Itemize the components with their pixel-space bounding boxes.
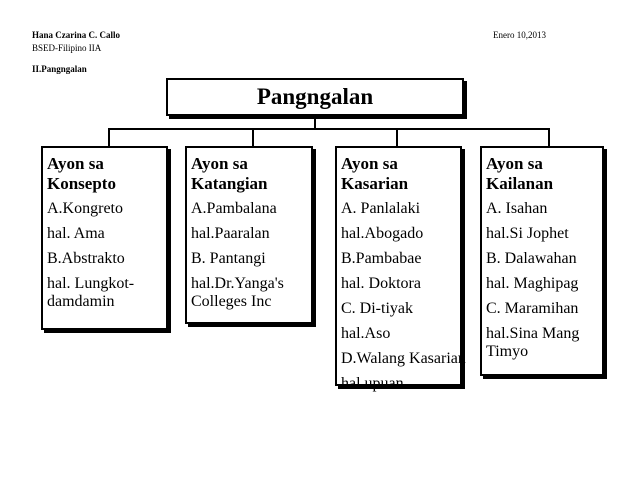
date-label: Enero 10,2013: [493, 30, 546, 40]
branch-box-katangian: [185, 146, 313, 324]
branch-item: B.Abstrakto: [47, 250, 125, 267]
branch-item: hal.Dr.Yanga's Colleges Inc: [191, 275, 284, 310]
branch-title: Ayon sa Kasarian: [341, 154, 409, 193]
root-node: [166, 78, 464, 116]
branch-item: hal.Abogado: [341, 225, 424, 242]
author-name: Hana Czarina C. Callo: [32, 30, 121, 40]
connector-branch-4: [548, 128, 550, 146]
branch-item: hal.Aso: [341, 325, 391, 342]
branch-item: A. Panlalaki: [341, 200, 421, 217]
branch-item: hal.Paaralan: [191, 225, 270, 242]
branch-title: Ayon sa Kailanan: [486, 154, 554, 193]
branch-item: B. Dalawahan: [486, 250, 577, 267]
branch-item: hal. Ama: [47, 225, 105, 242]
branch-item: hal.Sina Mang Timyo: [486, 325, 580, 360]
branch-item: D.Walang Kasarian: [341, 350, 466, 367]
branch-item: A. Isahan: [486, 200, 548, 217]
branch-title: Ayon sa Konsepto: [47, 154, 116, 193]
branch-item: B. Pantangi: [191, 250, 266, 267]
branch-item: C. Di-tiyak: [341, 300, 413, 317]
root-label: Pangngalan: [256, 84, 374, 109]
branch-item: hal. Doktora: [341, 275, 421, 292]
branch-item: A.Kongreto: [47, 200, 123, 217]
branch-item: C. Maramihan: [486, 300, 579, 317]
connector-branch-3: [396, 128, 398, 146]
branch-item: hal.upuan: [341, 375, 404, 392]
connector-branch-1: [108, 128, 110, 146]
course-label: BSED-Filipino IIA: [32, 43, 102, 53]
branch-item: B.Pambabae: [341, 250, 422, 267]
branch-item: hal. Maghipag: [486, 275, 579, 292]
section-title: II.Pangngalan: [32, 64, 87, 74]
branch-box-kasarian: [335, 146, 466, 392]
branch-title: Ayon sa Katangian: [191, 154, 268, 193]
branch-item: A.Pambalana: [191, 200, 277, 217]
branch-box-konsepto: [41, 146, 168, 330]
branch-item: hal. Lungkot-damdamin: [47, 275, 135, 310]
connector-branch-2: [252, 128, 254, 146]
connector-horizontal-bar: [108, 128, 550, 130]
branch-item: hal.Si Jophet: [486, 225, 569, 242]
branch-box-kailanan: [480, 146, 604, 376]
